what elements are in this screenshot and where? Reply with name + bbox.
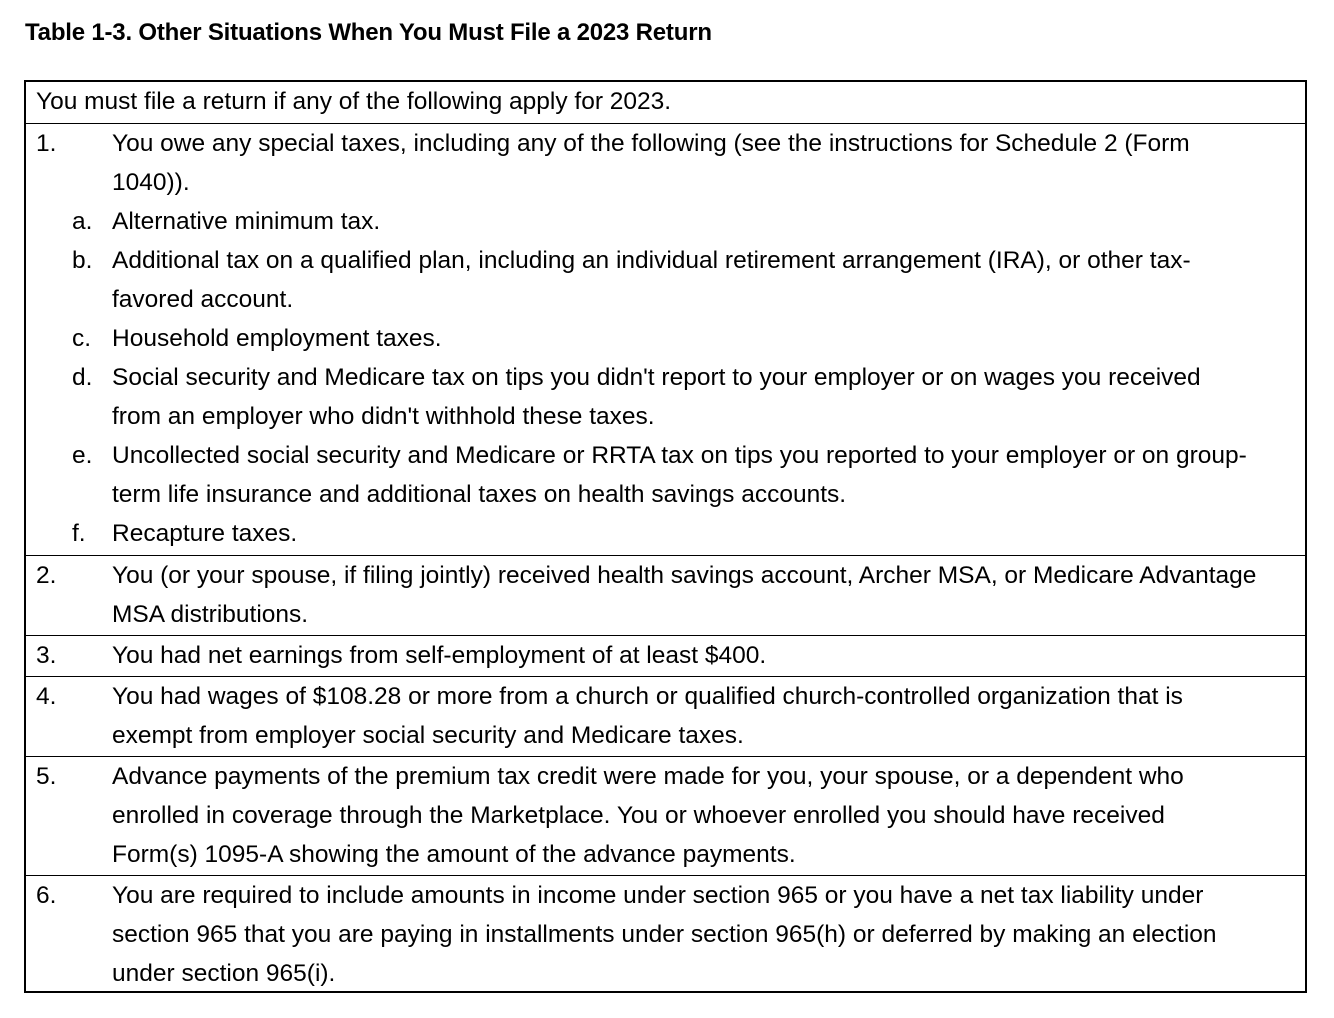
subitem-text-line: Additional tax on a qualified plan, including an individual retirement arrangement (IRA), or other tax- — [112, 247, 1191, 274]
subitem-text-line: from an employer who didn't withhold these taxes. — [112, 403, 655, 430]
subitem-text-line: term life insurance and additional taxes on health savings accounts. — [112, 481, 847, 508]
intro-row — [26, 82, 1305, 123]
subitem-letter: f. — [72, 520, 86, 547]
subitem-b — [26, 241, 1305, 280]
item-number: 3. — [36, 642, 57, 669]
subitem-c — [26, 319, 1305, 358]
table-row — [26, 676, 1305, 756]
item-text-line: section 965 that you are paying in installments under section 965(h) or deferred by making an election — [112, 921, 1217, 948]
item-text-line: exempt from employer social security and Medicare taxes. — [112, 722, 744, 749]
subitem-letter: b. — [72, 247, 93, 274]
subitem-text-line: Alternative minimum tax. — [112, 208, 381, 235]
subitem-letter: a. — [72, 208, 93, 235]
item-number: 6. — [36, 882, 57, 909]
subitem-letter: c. — [72, 325, 92, 352]
table-row — [26, 555, 1305, 635]
item-text-line: enrolled in coverage through the Marketplace. You or whoever enrolled you should have received — [112, 802, 1165, 829]
subitem-text-line: favored account. — [112, 286, 294, 313]
item-text-line: You had wages of $108.28 or more from a church or qualified church-controlled organization that is — [112, 683, 1183, 710]
intro-text: You must file a return if any of the following apply for 2023. — [36, 88, 672, 115]
subitem-a — [26, 202, 1305, 241]
table-row — [26, 875, 1305, 991]
table-row — [26, 123, 1305, 555]
table-row — [26, 635, 1305, 676]
item-text-line: under section 965(i). — [112, 960, 336, 987]
item-number: 4. — [36, 683, 57, 710]
table-row — [26, 756, 1305, 875]
item-text-line: You owe any special taxes, including any of the following (see the instructions for Schedule 2 (Form — [112, 130, 1190, 157]
subitem-d — [26, 358, 1305, 397]
subitem-text-line: Social security and Medicare tax on tips you didn't report to your employer or on wages you received — [112, 364, 1201, 391]
item-text-line: You had net earnings from self-employment of at least $400. — [112, 642, 767, 669]
item-text-line: 1040)). — [112, 169, 190, 196]
subitem-text-line: Household employment taxes. — [112, 325, 442, 352]
table-title: Table 1-3. Other Situations When You Must File a 2023 Return — [25, 19, 712, 46]
item-text-line: You (or your spouse, if filing jointly) received health savings account, Archer MSA, or Medicare Advantage — [112, 562, 1257, 589]
subitem-letter: d. — [72, 364, 93, 391]
item-text-line: MSA distributions. — [112, 601, 309, 628]
subitem-f — [26, 514, 1305, 553]
item-text-line: Advance payments of the premium tax credit were made for you, your spouse, or a dependent who — [112, 763, 1184, 790]
item-number: 5. — [36, 763, 57, 790]
subitem-e — [26, 436, 1305, 475]
item-text-line: Form(s) 1095-A showing the amount of the advance payments. — [112, 841, 796, 868]
subitem-letter: e. — [72, 442, 93, 469]
subitem-text-line: Recapture taxes. — [112, 520, 298, 547]
filing-requirements-table — [24, 80, 1307, 993]
item-text-line: You are required to include amounts in income under section 965 or you have a net tax liability under — [112, 882, 1204, 909]
item-number: 2. — [36, 562, 57, 589]
item-number: 1. — [36, 130, 57, 157]
subitem-text-line: Uncollected social security and Medicare or RRTA tax on tips you reported to your employer or on group- — [112, 442, 1247, 469]
